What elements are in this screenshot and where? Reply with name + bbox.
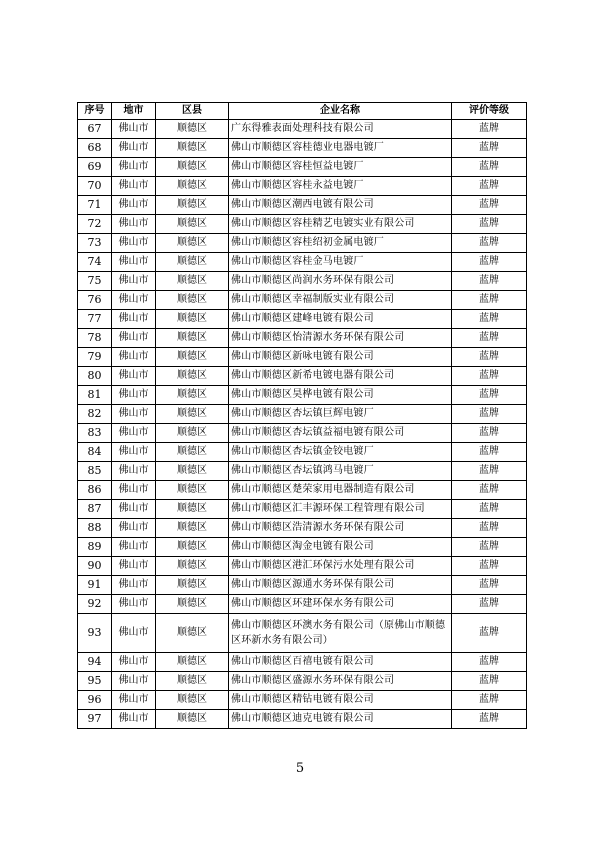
city-cell: 佛山市 [112,196,156,215]
enterprise-name-cell: 佛山市顺德区百禧电镀有限公司 [229,653,452,672]
district-cell: 顺德区 [156,348,229,367]
serial-number-cell: 91 [78,576,112,595]
rating-level-cell: 蓝牌 [452,177,527,196]
rating-level-cell: 蓝牌 [452,576,527,595]
enterprise-name-cell: 佛山市顺德区杏坛镇巨辉电镀厂 [229,405,452,424]
enterprise-name-cell: 佛山市顺德区尚润水务环保有限公司 [229,272,452,291]
rating-level-cell: 蓝牌 [452,367,527,386]
rating-level-cell: 蓝牌 [452,443,527,462]
city-cell: 佛山市 [112,367,156,386]
serial-number-cell: 97 [78,710,112,729]
serial-number-cell: 84 [78,443,112,462]
rating-level-cell: 蓝牌 [452,405,527,424]
table-row [78,177,527,196]
rating-level-cell: 蓝牌 [452,500,527,519]
rating-level-cell: 蓝牌 [452,120,527,139]
table-row [78,519,527,538]
district-cell: 顺德区 [156,443,229,462]
enterprise-name-cell: 佛山市顺德区源通水务环保有限公司 [229,576,452,595]
enterprise-name-cell: 佛山市顺德区容桂恒益电镀厂 [229,158,452,177]
serial-number-cell: 72 [78,215,112,234]
enterprise-name-cell: 佛山市顺德区盛源水务环保有限公司 [229,672,452,691]
city-cell: 佛山市 [112,614,156,653]
table-row [78,329,527,348]
table-row [78,234,527,253]
city-cell: 佛山市 [112,500,156,519]
rating-level-cell: 蓝牌 [452,139,527,158]
serial-number-cell: 86 [78,481,112,500]
serial-number-cell: 88 [78,519,112,538]
serial-number-cell: 75 [78,272,112,291]
district-cell: 顺德区 [156,519,229,538]
enterprise-name-cell: 佛山市顺德区汇丰源环保工程管理有限公司 [229,500,452,519]
enterprise-name-cell: 佛山市顺德区新希电镀电器有限公司 [229,367,452,386]
serial-number-cell: 96 [78,691,112,710]
district-cell: 顺德区 [156,614,229,653]
city-cell: 佛山市 [112,538,156,557]
serial-number-cell: 92 [78,595,112,614]
city-cell: 佛山市 [112,215,156,234]
rating-level-cell: 蓝牌 [452,310,527,329]
rating-level-cell: 蓝牌 [452,691,527,710]
table-row [78,672,527,691]
city-cell: 佛山市 [112,120,156,139]
serial-number-cell: 80 [78,367,112,386]
district-cell: 顺德区 [156,158,229,177]
serial-number-cell: 89 [78,538,112,557]
enterprise-name-cell: 佛山市顺德区怡清源水务环保有限公司 [229,329,452,348]
city-cell: 佛山市 [112,672,156,691]
city-cell: 佛山市 [112,253,156,272]
table-row [78,500,527,519]
table-row [78,557,527,576]
city-cell: 佛山市 [112,519,156,538]
table-row [78,367,527,386]
table-row [78,538,527,557]
serial-number-cell: 79 [78,348,112,367]
city-cell: 佛山市 [112,310,156,329]
serial-number-cell: 69 [78,158,112,177]
enterprise-name-cell: 佛山市顺德区精钻电镀有限公司 [229,691,452,710]
rating-level-cell: 蓝牌 [452,672,527,691]
rating-level-cell: 蓝牌 [452,253,527,272]
city-cell: 佛山市 [112,481,156,500]
city-cell: 佛山市 [112,424,156,443]
city-cell: 佛山市 [112,691,156,710]
table-row [78,462,527,481]
rating-level-cell: 蓝牌 [452,653,527,672]
enterprise-name-cell: 佛山市顺德区浩清源水务环保有限公司 [229,519,452,538]
table-row [78,120,527,139]
table-row [78,253,527,272]
rating-level-cell: 蓝牌 [452,158,527,177]
serial-number-cell: 90 [78,557,112,576]
table-row [78,405,527,424]
table-header-row [78,103,527,120]
rating-level-cell: 蓝牌 [452,538,527,557]
enterprise-name-cell: 佛山市顺德区楚荣家用电器制造有限公司 [229,481,452,500]
serial-number-cell: 78 [78,329,112,348]
table-row [78,139,527,158]
rating-level-cell: 蓝牌 [452,614,527,653]
district-cell: 顺德区 [156,367,229,386]
city-cell: 佛山市 [112,595,156,614]
enterprise-name-cell: 佛山市顺德区迪克电镀有限公司 [229,710,452,729]
table-row [78,614,527,653]
district-cell: 顺德区 [156,120,229,139]
table-body [78,120,527,729]
district-cell: 顺德区 [156,595,229,614]
city-cell: 佛山市 [112,329,156,348]
table-row [78,710,527,729]
district-cell: 顺德区 [156,653,229,672]
enterprise-name-cell: 佛山市顺德区新咏电镀有限公司 [229,348,452,367]
rating-level-cell: 蓝牌 [452,710,527,729]
district-cell: 顺德区 [156,310,229,329]
city-cell: 佛山市 [112,348,156,367]
rating-level-cell: 蓝牌 [452,291,527,310]
enterprise-name-cell: 佛山市顺德区环建环保水务有限公司 [229,595,452,614]
serial-number-cell: 85 [78,462,112,481]
district-cell: 顺德区 [156,272,229,291]
table-row [78,595,527,614]
table-row [78,215,527,234]
enterprise-name-cell: 佛山市顺德区环澳水务有限公司（原佛山市顺德区环新水务有限公司） [229,614,452,653]
city-cell: 佛山市 [112,576,156,595]
enterprise-rating-table [77,102,527,729]
table-row [78,291,527,310]
enterprise-name-cell: 佛山市顺德区昊桦电镀有限公司 [229,386,452,405]
table-row [78,158,527,177]
enterprise-name-cell: 佛山市顺德区容桂精艺电镀实业有限公司 [229,215,452,234]
district-cell: 顺德区 [156,177,229,196]
page-number: 5 [295,761,305,776]
enterprise-name-cell: 广东得雅表面处理科技有限公司 [229,120,452,139]
table-row [78,196,527,215]
city-cell: 佛山市 [112,653,156,672]
district-cell: 顺德区 [156,291,229,310]
serial-number-cell: 73 [78,234,112,253]
serial-number-cell: 70 [78,177,112,196]
rating-level-cell: 蓝牌 [452,386,527,405]
rating-level-cell: 蓝牌 [452,215,527,234]
table-row [78,576,527,595]
enterprise-name-cell: 佛山市顺德区幸福制版实业有限公司 [229,291,452,310]
enterprise-name-cell: 佛山市顺德区杏坛镇益福电镀有限公司 [229,424,452,443]
serial-number-cell: 74 [78,253,112,272]
table-row [78,386,527,405]
district-cell: 顺德区 [156,139,229,158]
city-cell: 佛山市 [112,443,156,462]
rating-level-cell: 蓝牌 [452,348,527,367]
district-cell: 顺德区 [156,424,229,443]
serial-number-cell: 83 [78,424,112,443]
enterprise-name-cell: 佛山市顺德区容桂德业电器电镀厂 [229,139,452,158]
enterprise-name-cell: 佛山市顺德区杏坛镇鸿马电镀厂 [229,462,452,481]
serial-number-cell: 68 [78,139,112,158]
enterprise-name-cell: 佛山市顺德区容桂金马电镀厂 [229,253,452,272]
serial-number-cell: 95 [78,672,112,691]
city-cell: 佛山市 [112,291,156,310]
city-cell: 佛山市 [112,405,156,424]
district-cell: 顺德区 [156,481,229,500]
city-cell: 佛山市 [112,557,156,576]
district-cell: 顺德区 [156,710,229,729]
serial-number-cell: 77 [78,310,112,329]
district-cell: 顺德区 [156,215,229,234]
enterprise-name-cell: 佛山市顺德区杏坛镇金铰电镀厂 [229,443,452,462]
enterprise-name-cell: 佛山市顺德区淘金电镀有限公司 [229,538,452,557]
enterprise-name-cell: 佛山市顺德区港汇环保污水处理有限公司 [229,557,452,576]
district-cell: 顺德区 [156,196,229,215]
rating-level-cell: 蓝牌 [452,519,527,538]
serial-number-cell: 71 [78,196,112,215]
rating-level-cell: 蓝牌 [452,595,527,614]
city-cell: 佛山市 [112,710,156,729]
header-city: 地市 [112,103,156,120]
city-cell: 佛山市 [112,234,156,253]
table-row [78,443,527,462]
enterprise-name-cell: 佛山市顺德区建峰电镀有限公司 [229,310,452,329]
enterprise-name-cell: 佛山市顺德区容桂绍初金属电镀厂 [229,234,452,253]
district-cell: 顺德区 [156,557,229,576]
rating-level-cell: 蓝牌 [452,196,527,215]
header-serial-number: 序号 [78,103,112,120]
district-cell: 顺德区 [156,538,229,557]
district-cell: 顺德区 [156,576,229,595]
table-row [78,272,527,291]
district-cell: 顺德区 [156,462,229,481]
city-cell: 佛山市 [112,158,156,177]
rating-level-cell: 蓝牌 [452,234,527,253]
rating-level-cell: 蓝牌 [452,557,527,576]
serial-number-cell: 81 [78,386,112,405]
rating-level-cell: 蓝牌 [452,329,527,348]
serial-number-cell: 94 [78,653,112,672]
header-district: 区县 [156,103,229,120]
district-cell: 顺德区 [156,500,229,519]
header-enterprise-name: 企业名称 [229,103,452,120]
rating-level-cell: 蓝牌 [452,481,527,500]
district-cell: 顺德区 [156,386,229,405]
enterprise-name-cell: 佛山市顺德区潮西电镀有限公司 [229,196,452,215]
header-rating-level: 评价等级 [452,103,527,120]
district-cell: 顺德区 [156,329,229,348]
rating-level-cell: 蓝牌 [452,272,527,291]
enterprise-name-cell: 佛山市顺德区容桂永益电镀厂 [229,177,452,196]
rating-level-cell: 蓝牌 [452,424,527,443]
serial-number-cell: 76 [78,291,112,310]
serial-number-cell: 87 [78,500,112,519]
district-cell: 顺德区 [156,234,229,253]
table-row [78,310,527,329]
table-row [78,653,527,672]
district-cell: 顺德区 [156,672,229,691]
district-cell: 顺德区 [156,253,229,272]
serial-number-cell: 82 [78,405,112,424]
table-row [78,348,527,367]
city-cell: 佛山市 [112,386,156,405]
table-row [78,481,527,500]
table-row [78,691,527,710]
serial-number-cell: 67 [78,120,112,139]
city-cell: 佛山市 [112,272,156,291]
table-row [78,424,527,443]
city-cell: 佛山市 [112,177,156,196]
district-cell: 顺德区 [156,405,229,424]
district-cell: 顺德区 [156,691,229,710]
rating-level-cell: 蓝牌 [452,462,527,481]
city-cell: 佛山市 [112,139,156,158]
city-cell: 佛山市 [112,462,156,481]
serial-number-cell: 93 [78,614,112,653]
